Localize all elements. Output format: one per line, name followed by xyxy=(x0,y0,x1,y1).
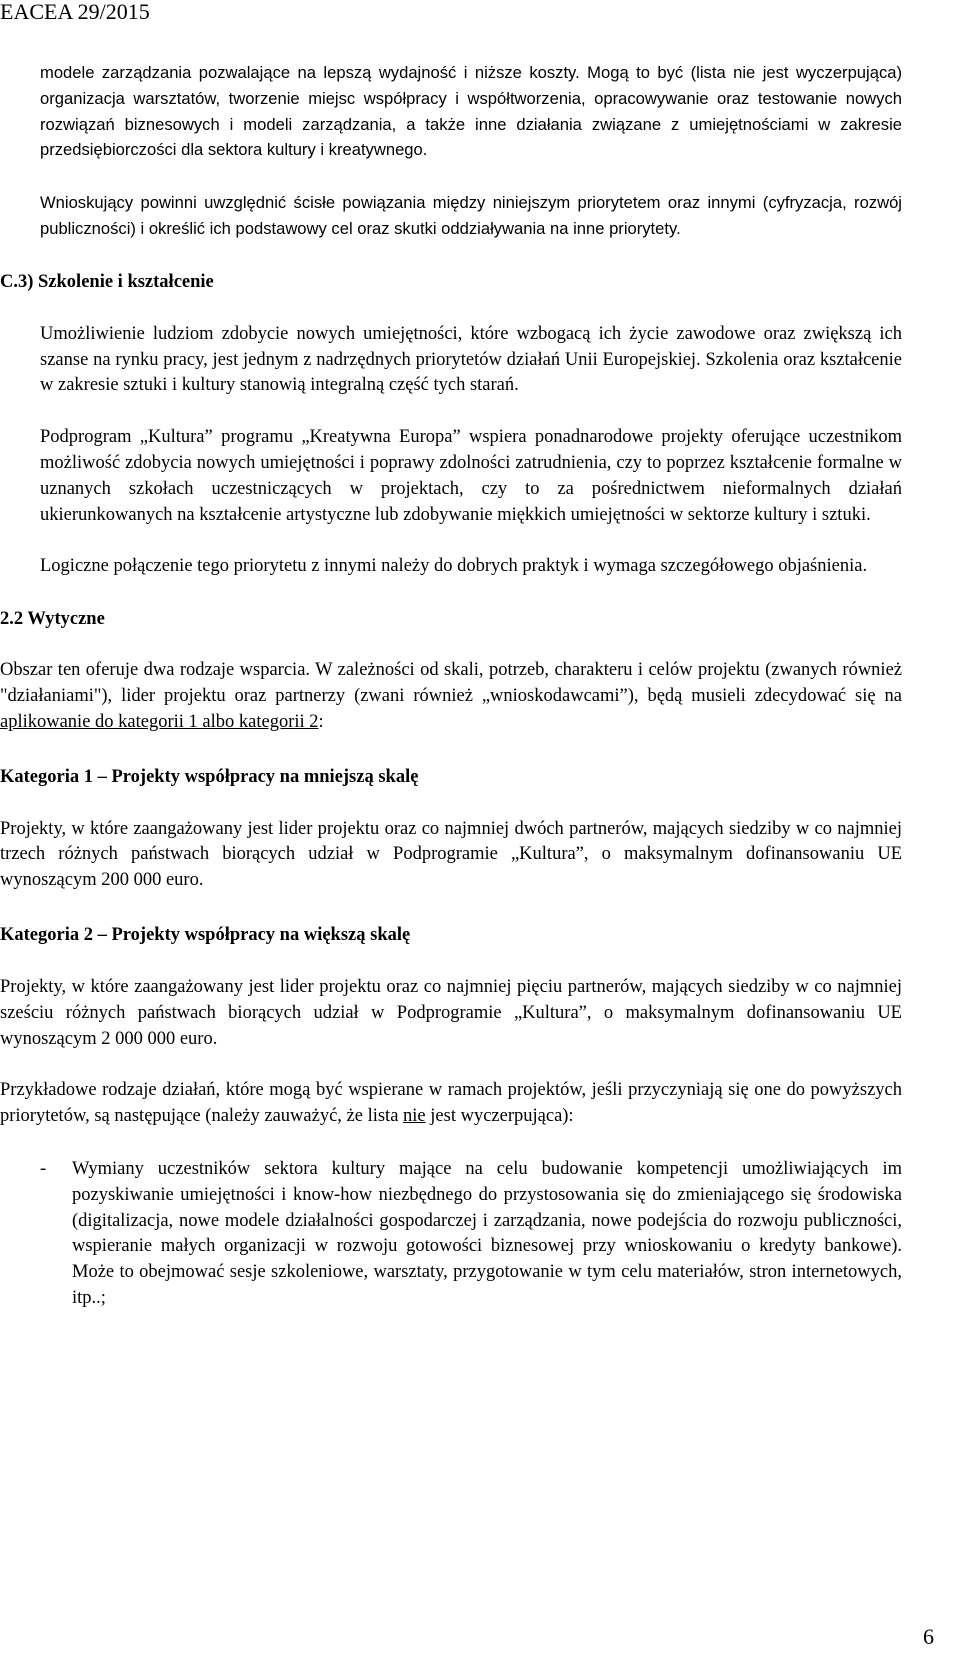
support-types-colon: : xyxy=(318,711,324,732)
paragraph-subprogramme-support: Podprogram „Kultura” programu „Kreatywna Europa” wspiera ponadnarodowe projekty oferujące uczestnikom możliwość zdobycia nowych umiejętności i poprawy zdolności zatrudnienia, czy to poprzez kształcenie formalne w uznanych szkołach uczestniczących w projektach, czy to za pośrednictwem nieformalnych działań ukierunkowanych na kształcenie artystyczne lub zdobywanie miękkich umiejętności w sektorze kultury i sztuki. xyxy=(40,427,902,525)
paragraph-logical-link: Logiczne połączenie tego priorytetu z innymi należy do dobrych praktyk i wymaga szczegółowego objaśnienia. xyxy=(40,556,868,577)
document-header: EACEA 29/2015 xyxy=(0,0,150,24)
paragraph-training-intro: Umożliwienie ludziom zdobycie nowych umiejętności, które wzbogacą ich życie zawodowe oraz zwiększą ich szanse na rynku pracy, jest jednym z nadrzędnych priorytetów działań Unii Europejskiej. Szkolenia oraz kształcenie w zakresie sztuki i kultury stanowią integralną część tych starań. xyxy=(40,323,902,396)
paragraph-example-actions xyxy=(0,1078,902,1130)
heading-2-2-guidelines: 2.2 Wytyczne xyxy=(0,609,105,630)
category-choice-underlined: aplikowanie do kategorii 1 albo kategorii 2 xyxy=(0,711,319,732)
heading-category-1: Kategoria 1 – Projekty współpracy na mniejszą skalę xyxy=(0,766,419,787)
page-number: 6 xyxy=(923,1624,934,1649)
example-actions-tail: jest wyczerpująca): xyxy=(425,1106,574,1127)
paragraph-support-types xyxy=(0,658,902,735)
example-actions-text: Przykładowe rodzaje działań, które mogą być wspierane w ramach projektów, jeśli przyczyniają się one do powyższych priorytetów, są następujące (należy zauważyć, że lista xyxy=(0,1080,902,1127)
paragraph-category-2: Projekty, w które zaangażowany jest lider projektu oraz co najmniej pięciu partnerów, mających siedziby w co najmniej sześciu różnych państwach biorących udział w Podprogramie „Kultura”, o maksymalnym dofinansowaniu UE wynoszącym 2 000 000 euro. xyxy=(0,976,902,1049)
paragraph-entrepreneurship-actions: modele zarządzania pozwalające na lepszą wydajność i niższe koszty. Mogą to być (lista nie jest wyczerpująca) organizacja warsztatów, tworzenie miejsc współpracy i współtworzenia, opracowywanie oraz testowanie nowych rozwiązań biznesowych i modeli zarządzania, a także inne działania związane z umiejętnościami w zakresie przedsiębiorczości dla sektora kultury i kreatywnego. xyxy=(40,63,902,160)
not-underlined: nie xyxy=(403,1106,426,1127)
paragraph-applicants-links: Wnioskujący powinni uwzględnić ścisłe powiązania między niniejszym priorytetem oraz innymi (cyfryzacja, rozwój publiczności) i określić ich podstawowy cel oraz skutki oddziaływania na inne priorytety. xyxy=(40,193,902,238)
bullet-text: Wymiany uczestników sektora kultury mające na celu budowanie kompetencji umożliwiających im pozyskiwanie umiejętności i know-how niezbędnego do przystosowania się do zmieniającego się środowiska (digitalizacja, nowe modele działalności gospodarczej i zarządzania, nowe podejścia do rozwoju publiczności, wspieranie małych organizacji w rozwoju gotowości biznesowej przy wnioskowaniu o kredyty bankowe). Może to obejmować sesje szkoleniowe, warsztaty, przygotowanie w tym celu materiałów, stron internetowych, itp..; xyxy=(72,1158,902,1308)
page-content xyxy=(0,60,902,1312)
support-types-text: Obszar ten oferuje dwa rodzaje wsparcia. W zależności od skali, potrzeb, charakteru i celów projektu (zwanych również "działaniami"), lider projektu oraz partnerzy (zwani również „wnioskodawcami”), będą musieli zdecydować się na xyxy=(0,660,902,706)
heading-c3-training: C.3) Szkolenie i kształcenie xyxy=(0,271,214,292)
bullet-marker: - xyxy=(40,1158,47,1179)
paragraph-category-1: Projekty, w które zaangażowany jest lider projektu oraz co najmniej dwóch partnerów, mających siedziby w co najmniej trzech różnych państwach biorących udział w Podprogramie „Kultura”, o maksymalnym dofinansowaniu UE wynoszącym 200 000 euro. xyxy=(0,818,902,891)
heading-category-2: Kategoria 2 – Projekty współpracy na większą skalę xyxy=(0,924,411,945)
bullet-item xyxy=(0,1157,902,1312)
